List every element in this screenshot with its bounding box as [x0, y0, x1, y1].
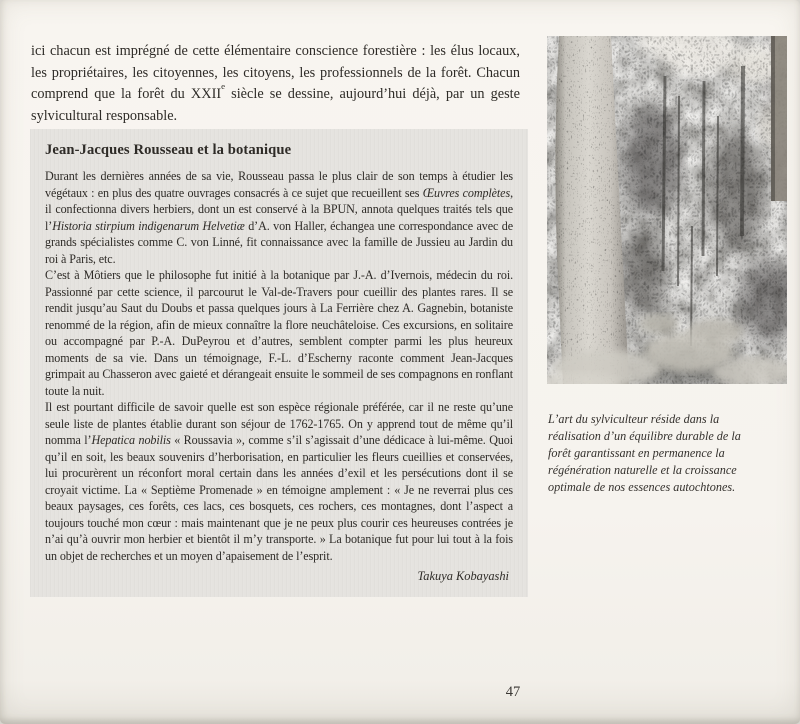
forest-photo — [547, 36, 787, 384]
forest-photo-image — [547, 36, 787, 384]
box-paragraph-1: Durant les dernières années de sa vie, Rousseau passa le plus clair de son temps à étudier les végétaux : en plus des quatre ouvrages consacrés à ce sujet que recueillent ses Œuvres complètes, il confectionna divers herbiers, dont un est conservé à la BPUN, annota quelques traités tels que l’Historia stirpium indigenarum Helvetiæ d’A. von Haller, échangea une correspondance avec de grands spécialistes comme C. von Linné, fit connaissance avec la famille de Jussieu au Jardin du roi à Paris, etc. — [45, 169, 513, 266]
intro-paragraph: ici chacun est imprégné de cette élémentaire conscience forestière : les élus locaux, les propriétaires, les citoyennes, les citoyens, les professionnels de la forêt. Chacun comprend que la forêt du XXIIe siècle se dessine, aujourd’hui déjà, par un geste sylvicultural responsable. — [31, 43, 520, 124]
box-paragraph-3: Il est pourtant difficile de savoir quelle est son espèce régionale préférée, car il ne reste qu’une seule liste de plantes établie durant son séjour de 1762-1765. On y apprend tout de même qu’il nomma l’Hepatica nobilis « Roussavia », comme s’il s’agissait d’une dédicace à lui-même. Quoi qu’il en soit, les beaux souvenirs d’herborisation, en particulier les fleurs cueillies et conservées, lui procurèrent un réconfort moral certain dans les années d’exil et les persécutions dont il se croyait victime. La « Septième Promenade » en témoigne amplement : « Je ne reverrai plus ces beaux paysages, ces forêts, ces lacs, ces bosquets, ces rochers, ces montagnes, dont l’aspect a toujours touché mon cœur : mais maintenant que je ne peux plus courir ces heureuses contrées je n’ai qu’à ouvrir mon herbier et bientôt il m’y transporte. » La botanique fut pour lui tout à la fois un objet de recherches et un moyen d’apaisement de l’esprit. — [45, 400, 514, 563]
box-paragraph-2: C’est à Môtiers que le philosophe fut initié à la botanique par J.-A. d’Ivernois, médecin du roi. Passionné par cette science, il parcourut le Val-de-Travers pour cueillir des plantes rares. Il se rendit jusqu’au Saut du Doubs et passa quelques jours à La Ferrière chez A. Gagnebin, botaniste renommé de la région, afin de mieux connaître la flore neuchâteloise. Ces excursions, en solitaire ou accompagné par P.-A. DuPeyrou et d’autres, semblent compter parmi les plus heureux moments de sa vie. Dans un témoignage, F.-L. d’Escherny raconte comment Jean-Jacques grimpait au Chasseron avec gaieté et dérangeait ensuite le sommeil de ses compagnons en ronflant toute la nuit. — [45, 268, 513, 398]
photo-caption: L’art du sylviculteur réside dans la réalisation d’un équilibre durable de la forêt garantissant en permanence la régénération naturelle et la croissance optimale de nos essences autochtones. — [548, 412, 741, 494]
author-signature: Takuya Kobayashi — [417, 569, 509, 583]
box-title: Jean-Jacques Rousseau et la botanique — [45, 142, 292, 158]
page-number: 47 — [505, 684, 521, 700]
right-edge-trunk — [771, 36, 787, 201]
rousseau-botany-box — [30, 129, 528, 597]
